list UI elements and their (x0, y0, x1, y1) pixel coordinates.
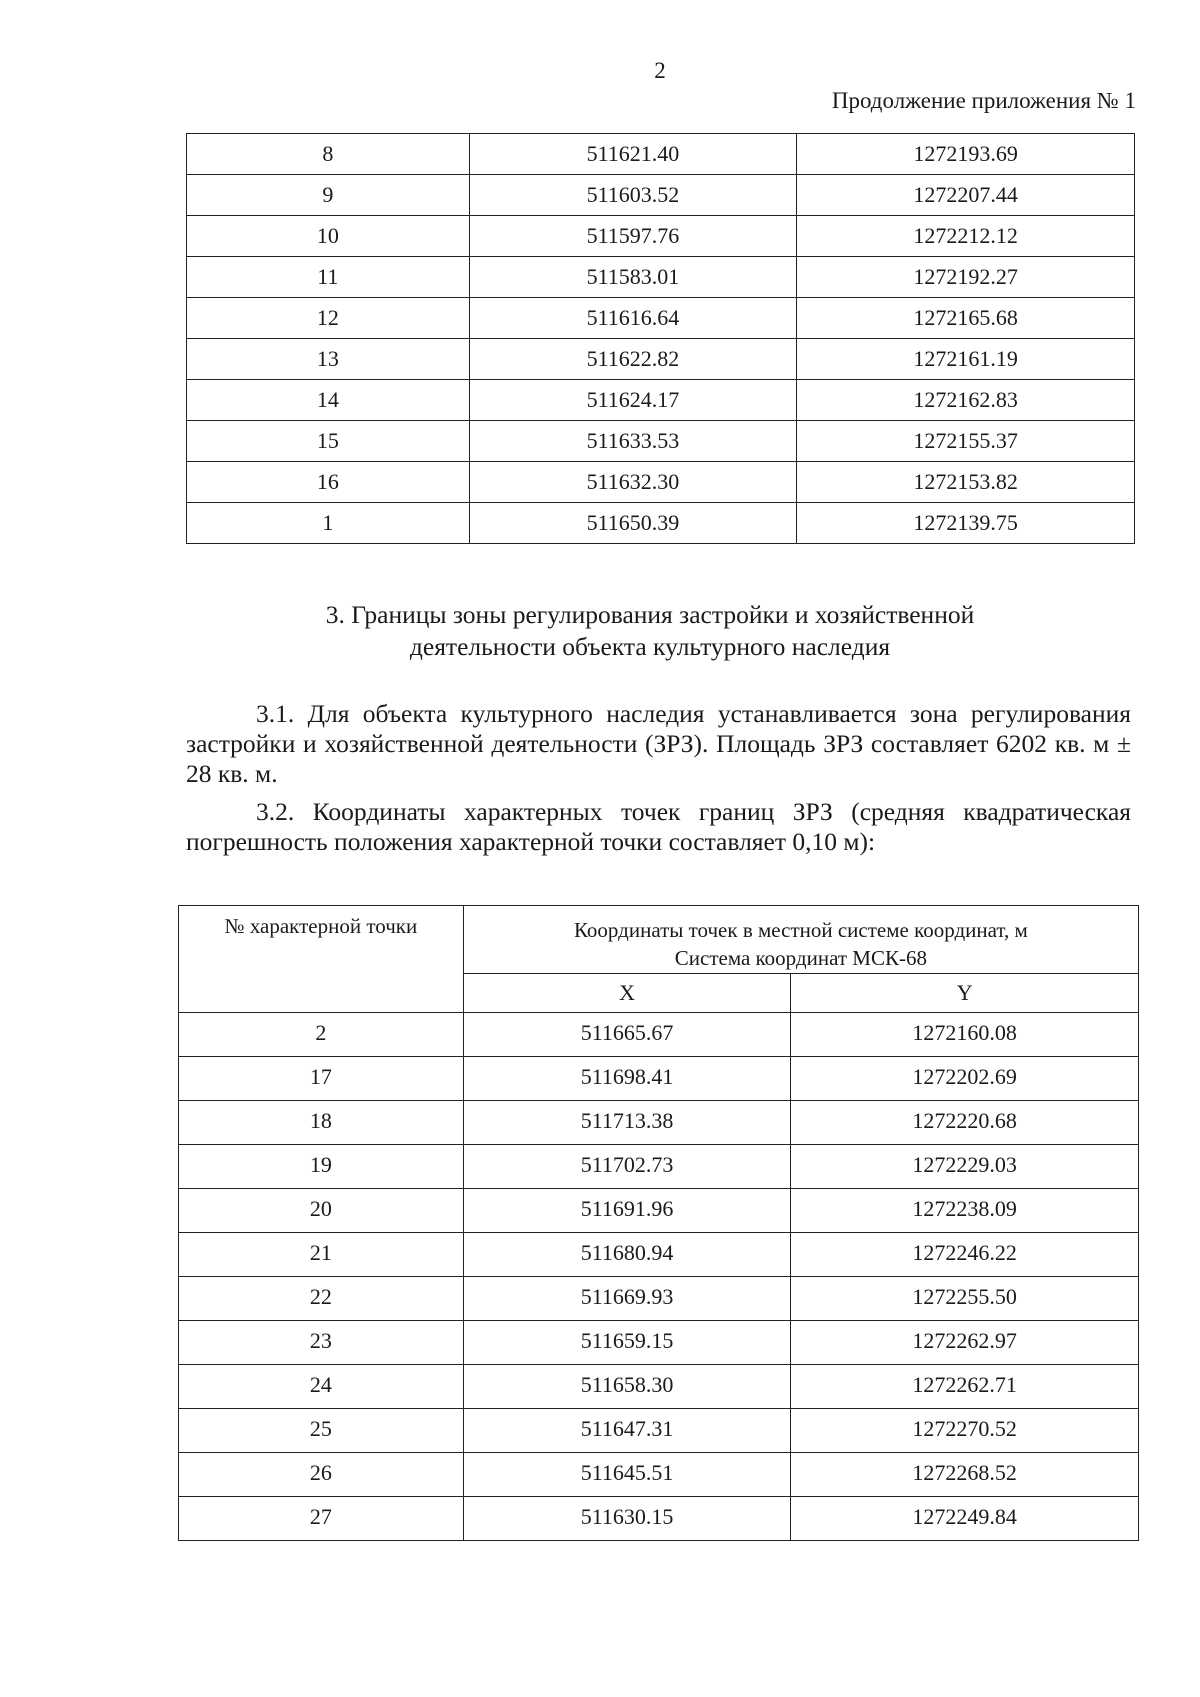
header-y: Y (791, 974, 1139, 1013)
table-row (187, 134, 1135, 175)
y-coordinate-cell: 1272207.44 (797, 175, 1135, 216)
paragraph-3-2-text: 3.2. Координаты характерных точек границ ЗРЗ (средняя квадратическая погрешность положения характерной точки составляет 0,10 м): (186, 797, 1131, 856)
table-row (187, 257, 1135, 298)
point-number-cell: 16 (187, 462, 470, 503)
point-number-cell: 9 (187, 175, 470, 216)
x-coordinate-cell: 511583.01 (469, 257, 797, 298)
point-number-cell: 23 (179, 1321, 464, 1365)
table-row (187, 503, 1135, 544)
table-row (179, 1013, 1139, 1057)
y-coordinate-cell: 1272255.50 (791, 1277, 1139, 1321)
y-coordinate-cell: 1272229.03 (791, 1145, 1139, 1189)
x-coordinate-cell: 511632.30 (469, 462, 797, 503)
table-row (187, 339, 1135, 380)
y-coordinate-cell: 1272162.83 (797, 380, 1135, 421)
point-number-cell: 27 (179, 1497, 464, 1541)
y-coordinate-cell: 1272220.68 (791, 1101, 1139, 1145)
point-number-cell: 15 (187, 421, 470, 462)
x-coordinate-cell: 511659.15 (463, 1321, 791, 1365)
y-coordinate-cell: 1272268.52 (791, 1453, 1139, 1497)
y-coordinate-cell: 1272193.69 (797, 134, 1135, 175)
zrz-coordinates-table-body (179, 1013, 1139, 1541)
y-coordinate-cell: 1272139.75 (797, 503, 1135, 544)
table-row (179, 1277, 1139, 1321)
point-number-cell: 10 (187, 216, 470, 257)
y-coordinate-cell: 1272270.52 (791, 1409, 1139, 1453)
table-row (187, 175, 1135, 216)
x-coordinate-cell: 511702.73 (463, 1145, 791, 1189)
point-number-cell: 20 (179, 1189, 464, 1233)
x-coordinate-cell: 511691.96 (463, 1189, 791, 1233)
x-coordinate-cell: 511633.53 (469, 421, 797, 462)
x-coordinate-cell: 511647.31 (463, 1409, 791, 1453)
y-coordinate-cell: 1272262.97 (791, 1321, 1139, 1365)
x-coordinate-cell: 511624.17 (469, 380, 797, 421)
point-number-cell: 11 (187, 257, 470, 298)
point-number-cell: 13 (187, 339, 470, 380)
paragraph-3-1-text: 3.1. Для объекта культурного наследия устанавливается зона регулирования застройки и хозяйственной деятельности (ЗРЗ). Площадь ЗРЗ составляет 6202 кв. м ± 28 кв. м. (186, 699, 1131, 788)
x-coordinate-cell: 511621.40 (469, 134, 797, 175)
x-coordinate-cell: 511616.64 (469, 298, 797, 339)
point-number-cell: 14 (187, 380, 470, 421)
table-row (179, 1101, 1139, 1145)
point-number-cell: 22 (179, 1277, 464, 1321)
paragraph-3-1 (186, 699, 1131, 789)
table-row (179, 1189, 1139, 1233)
table-row (179, 1057, 1139, 1101)
x-coordinate-cell: 511622.82 (469, 339, 797, 380)
x-coordinate-cell: 511645.51 (463, 1453, 791, 1497)
x-coordinate-cell: 511630.15 (463, 1497, 791, 1541)
y-coordinate-cell: 1272160.08 (791, 1013, 1139, 1057)
point-number-cell: 21 (179, 1233, 464, 1277)
point-number-cell: 2 (179, 1013, 464, 1057)
y-coordinate-cell: 1272246.22 (791, 1233, 1139, 1277)
table-row (179, 1497, 1139, 1541)
y-coordinate-cell: 1272155.37 (797, 421, 1135, 462)
y-coordinate-cell: 1272161.19 (797, 339, 1135, 380)
point-number-cell: 1 (187, 503, 470, 544)
header-point-number: № характерной точки (179, 906, 464, 1013)
paragraph-3-2 (186, 797, 1131, 857)
section-title-line-1: 3. Границы зоны регулирования застройки и хозяйственной (325, 600, 975, 629)
table-row (187, 421, 1135, 462)
header-x: X (463, 974, 791, 1013)
header-coordinates (463, 906, 1138, 974)
y-coordinate-cell: 1272192.27 (797, 257, 1135, 298)
y-coordinate-cell: 1272249.84 (791, 1497, 1139, 1541)
point-number-cell: 12 (187, 298, 470, 339)
point-number-cell: 19 (179, 1145, 464, 1189)
table-row (187, 462, 1135, 503)
x-coordinate-cell: 511669.93 (463, 1277, 791, 1321)
y-coordinate-cell: 1272262.71 (791, 1365, 1139, 1409)
table-row (187, 216, 1135, 257)
header-coordinates-line-2: Система координат МСК-68 (674, 946, 927, 970)
y-coordinate-cell: 1272153.82 (797, 462, 1135, 503)
page-number: 2 (654, 58, 666, 83)
x-coordinate-cell: 511665.67 (463, 1013, 791, 1057)
zrz-coordinates-table (178, 905, 1139, 1541)
x-coordinate-cell: 511698.41 (463, 1057, 791, 1101)
table-row (187, 380, 1135, 421)
x-coordinate-cell: 511713.38 (463, 1101, 791, 1145)
x-coordinate-cell: 511658.30 (463, 1365, 791, 1409)
header-coordinates-line-1: Координаты точек в местной системе координат, м (573, 918, 1028, 942)
y-coordinate-cell: 1272212.12 (797, 216, 1135, 257)
coordinates-table-continued (186, 133, 1135, 544)
table-row (179, 1365, 1139, 1409)
section-title-line-2: деятельности объекта культурного наследия (409, 632, 891, 661)
table-row (179, 1321, 1139, 1365)
y-coordinate-cell: 1272238.09 (791, 1189, 1139, 1233)
x-coordinate-cell: 511603.52 (469, 175, 797, 216)
x-coordinate-cell: 511597.76 (469, 216, 797, 257)
x-coordinate-cell: 511650.39 (469, 503, 797, 544)
table-row (179, 1145, 1139, 1189)
table-row (179, 1233, 1139, 1277)
y-coordinate-cell: 1272165.68 (797, 298, 1135, 339)
x-coordinate-cell: 511680.94 (463, 1233, 791, 1277)
point-number-cell: 18 (179, 1101, 464, 1145)
point-number-cell: 26 (179, 1453, 464, 1497)
section-title (250, 599, 1050, 663)
y-coordinate-cell: 1272202.69 (791, 1057, 1139, 1101)
point-number-cell: 25 (179, 1409, 464, 1453)
point-number-cell: 8 (187, 134, 470, 175)
point-number-cell: 17 (179, 1057, 464, 1101)
point-number-cell: 24 (179, 1365, 464, 1409)
table-row (187, 298, 1135, 339)
coordinates-table-continued-body (187, 134, 1135, 544)
appendix-continuation-label: Продолжение приложения № 1 (831, 88, 1136, 113)
table-row (179, 1409, 1139, 1453)
table-row (179, 1453, 1139, 1497)
